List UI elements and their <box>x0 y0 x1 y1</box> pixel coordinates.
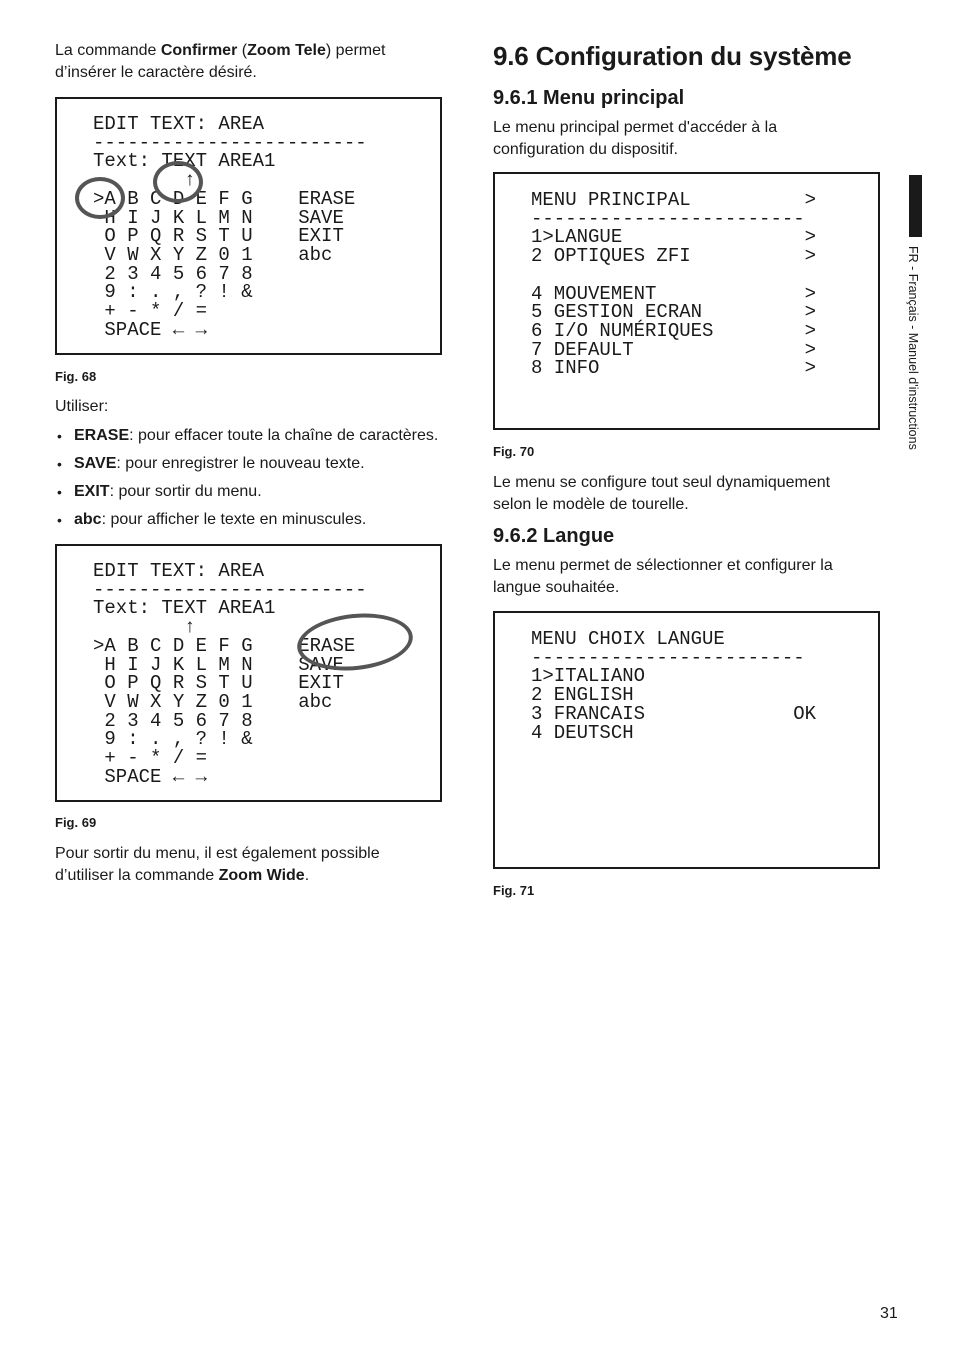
side-tab-marker <box>909 175 922 237</box>
langue-desc-line1: Le menu permet de sélectionner et configurer la <box>493 557 833 574</box>
outro-text: d’utiliser la commande <box>55 867 219 884</box>
list-item <box>55 425 475 447</box>
fig71-screen <box>493 611 880 869</box>
intro-text: La commande <box>55 42 161 59</box>
list-item <box>55 481 475 503</box>
langue-desc <box>493 555 883 599</box>
langue-desc-line2: langue souhaitée. <box>493 579 620 596</box>
exit-term: EXIT <box>74 483 110 500</box>
outro-paragraph <box>55 843 455 887</box>
fig68-caption: Fig. 68 <box>55 369 97 384</box>
fig68-screen <box>55 97 442 355</box>
subsection-title-langue: 9.6.2 Langue <box>493 525 615 547</box>
outro-text-end: . <box>304 867 310 884</box>
save-term: SAVE <box>74 455 117 472</box>
list-item <box>55 509 475 531</box>
fig69-screen <box>55 544 442 802</box>
save-desc: : pour enregistrer le nouveau texte. <box>116 455 365 472</box>
after-fig70-paragraph <box>493 472 883 516</box>
fig70-screen-text: MENU PRINCIPAL > ------------------------ 1>LANGUE > 2 OPTIQUES ZFI > 4 MOUVEMENT > 5 GESTION ECRAN > 6 I/O NUMÉRIQUES > 7 DEFAULT > 8 INFO > <box>531 189 817 380</box>
options-list <box>55 425 475 537</box>
intro-paragraph <box>55 40 455 84</box>
abc-term: abc <box>74 511 102 528</box>
erase-term: ERASE <box>74 427 130 444</box>
fig70-caption: Fig. 70 <box>493 444 535 459</box>
side-language-label: FR - Français - Manuel d'instructions <box>906 246 920 450</box>
fig71-screen-text: MENU CHOIX LANGUE ------------------------ 1>ITALIANO 2 ENGLISH 3 FRANCAIS OK 4 DEUTSCH <box>531 628 817 744</box>
intro-text-line2: d’insérer le caractère désiré. <box>55 64 257 81</box>
erase-desc: : pour effacer toute la chaîne de caractères. <box>129 427 439 444</box>
use-label: Utiliser: <box>55 398 109 415</box>
intro-text-mid: ( <box>237 42 248 59</box>
intro-text-end: ) permet <box>325 42 386 59</box>
exit-desc: : pour sortir du menu. <box>109 483 262 500</box>
fig68-screen-text: EDIT TEXT: AREA ------------------------ Text: TEXT AREA1 ↑ >A B C D E F G ERASE H I J K L M N SAVE O P Q R S T U EXIT V W X Y Z 0 1 abc 2 3 4 5 6 7 8 9 : . , ? ! & + - * / = SPACE ← → <box>93 113 367 341</box>
menu-principal-desc-line2: configuration du dispositif. <box>493 141 678 158</box>
abc-desc: : pour afficher le texte en minuscules. <box>101 511 367 528</box>
menu-principal-desc <box>493 117 883 161</box>
zoom-wide-term: Zoom Wide <box>218 867 305 884</box>
list-item <box>55 453 475 475</box>
outro-text-line1: Pour sortir du menu, il est également possible <box>55 845 380 862</box>
highlight-circle-a <box>75 177 125 219</box>
zoom-tele-term: Zoom Tele <box>247 42 326 59</box>
menu-principal-desc-line1: Le menu principal permet d'accéder à la <box>493 119 778 136</box>
fig69-caption: Fig. 69 <box>55 815 97 830</box>
fig69-screen-text: EDIT TEXT: AREA ------------------------ Text: TEXT AREA1 ↑ >A B C D E F G ERASE H I J K L M N SAVE O P Q R S T U EXIT V W X Y Z 0 1 abc 2 3 4 5 6 7 8 9 : . , ? ! & + - * / = SPACE ← → <box>93 560 367 788</box>
fig70-screen <box>493 172 880 430</box>
after-fig70-line1: Le menu se configure tout seul dynamiquement <box>493 474 831 491</box>
highlight-circle-text <box>153 161 203 203</box>
page-number: 31 <box>880 1305 898 1322</box>
section-title: 9.6 Configuration du système <box>493 41 852 71</box>
after-fig70-line2: selon le modèle de tourelle. <box>493 496 689 513</box>
subsection-title-menu-principal: 9.6.1 Menu principal <box>493 87 685 109</box>
confirm-term: Confirmer <box>160 42 238 59</box>
fig71-caption: Fig. 71 <box>493 883 535 898</box>
